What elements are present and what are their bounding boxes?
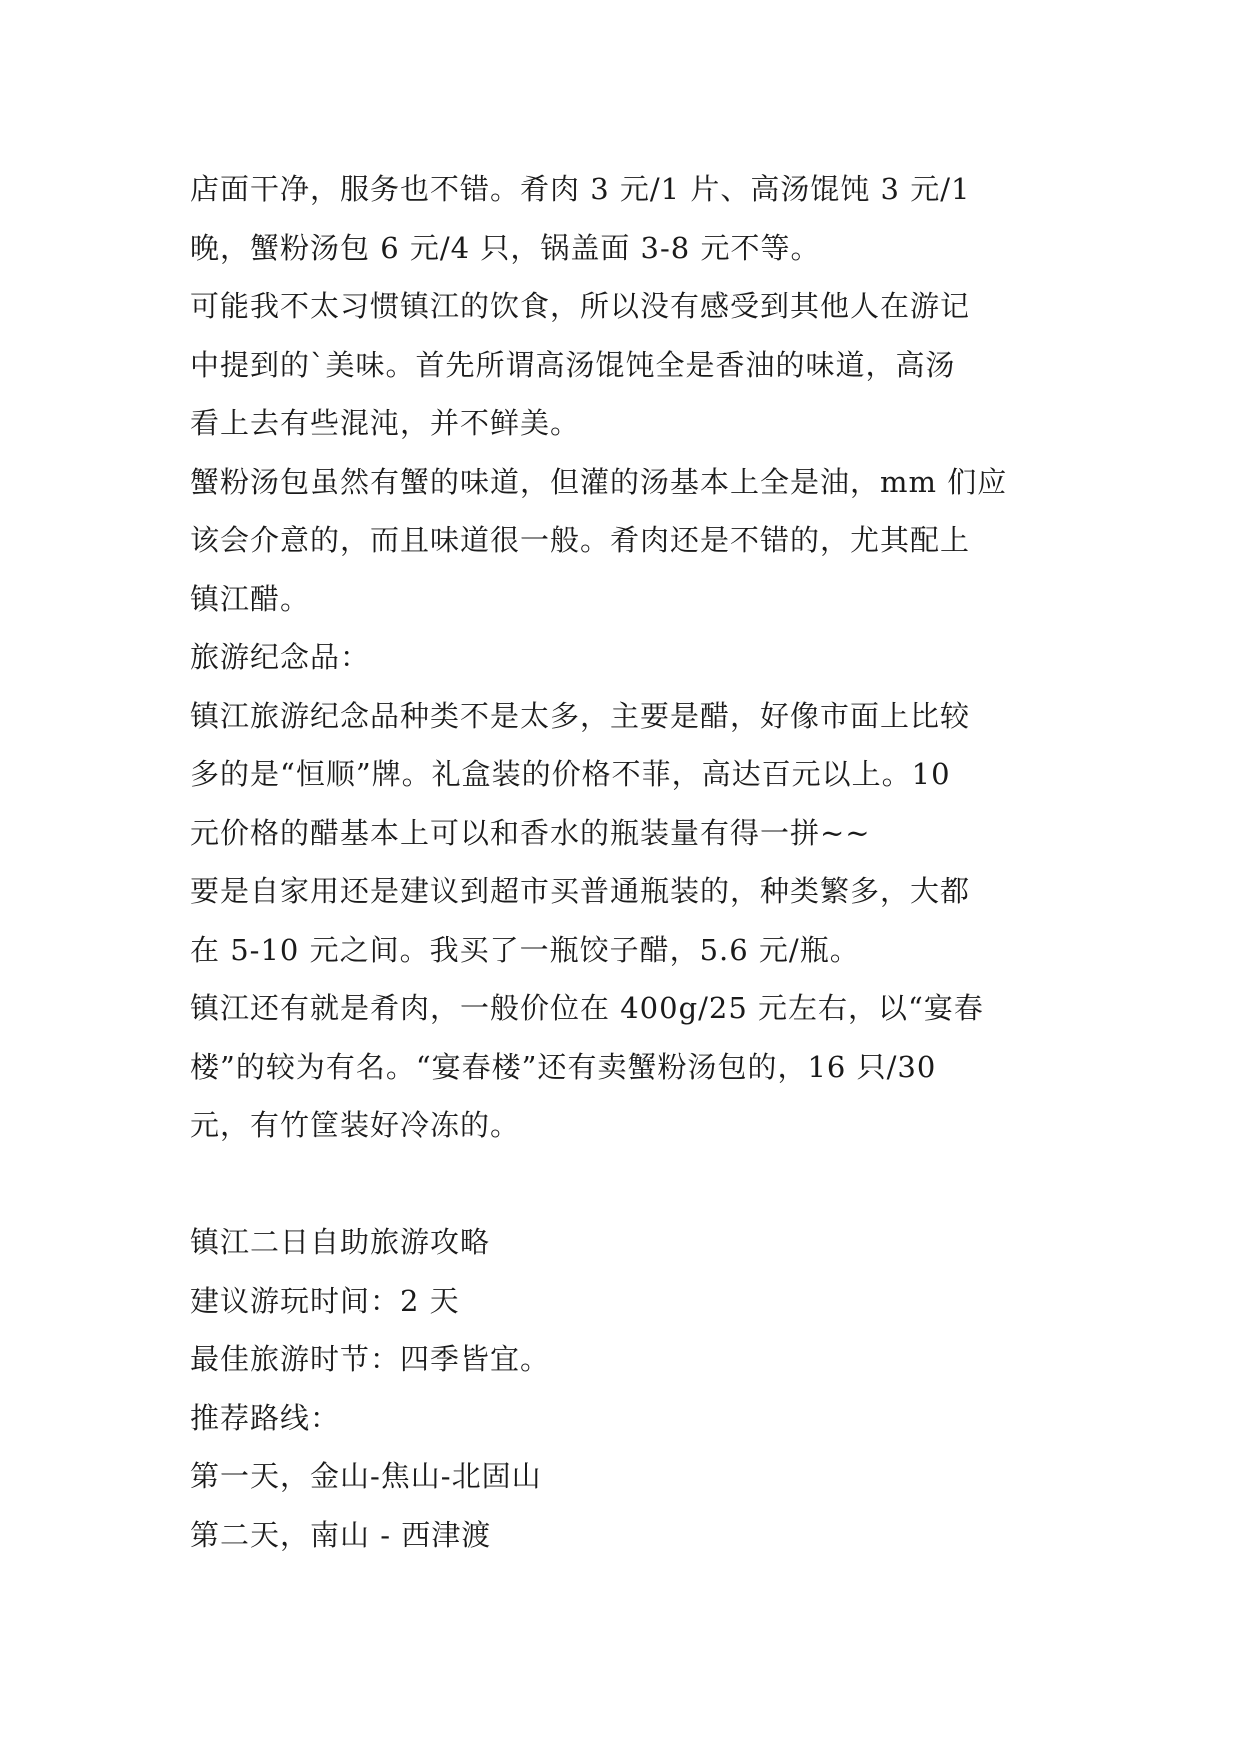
text-line: 看上去有些混沌，并不鲜美。 — [190, 406, 581, 440]
text-line: 镇江醋。 — [190, 581, 311, 616]
guide-route-heading: 推荐路线： — [190, 1400, 341, 1435]
text-line: 店面干净，服务也不错。肴肉 3 元/1 片、高汤馄饨 3 元/1 — [190, 172, 971, 206]
guide-duration: 建议游玩时间：2 天 — [190, 1283, 460, 1318]
guide-route-day2: 第二天，南山 - 西津渡 — [190, 1517, 492, 1552]
guide-season: 最佳旅游时节：四季皆宜。 — [190, 1342, 551, 1376]
text-line: 晚，蟹粉汤包 6 元/4 只，锅盖面 3-8 元不等。 — [190, 230, 821, 265]
blank-line — [190, 1155, 1052, 1214]
text-line: 中提到的`美味。首先所谓高汤馄饨全是香油的味道，高汤 — [190, 347, 956, 382]
text-line: 元价格的醋基本上可以和香水的瓶装量有得一拼~~ — [190, 815, 871, 850]
text-line: 该会介意的，而且味道很一般。肴肉还是不错的，尤其配上 — [190, 523, 971, 557]
document-body — [190, 160, 1052, 1564]
text-line: 多的是“恒顺”牌。礼盒装的价格不菲，高达百元以上。10 — [190, 757, 951, 791]
text-line: 可能我不太习惯镇江的饮食，所以没有感受到其他人在游记 — [190, 289, 971, 323]
text-line: 楼”的较为有名。“宴春楼”还有卖蟹粉汤包的，16 只/30 — [190, 1049, 937, 1084]
guide-route-day1: 第一天，金山-焦山-北固山 — [190, 1459, 542, 1493]
text-line: 在 5-10 元之间。我买了一瓶饺子醋，5.6 元/瓶。 — [190, 932, 860, 967]
text-line: 要是自家用还是建议到超市买普通瓶装的，种类繁多，大都 — [190, 874, 971, 908]
text-line: 镇江还有就是肴肉，一般价位在 400g/25 元左右，以“宴春 — [190, 991, 984, 1025]
text-line: 元，有竹筐装好冷冻的。 — [190, 1108, 521, 1142]
guide-title: 镇江二日自助旅游攻略 — [190, 1225, 491, 1259]
text-line: 蟹粉汤包虽然有蟹的味道，但灌的汤基本上全是油，mm 们应 — [190, 464, 1008, 499]
text-line: 镇江旅游纪念品种类不是太多，主要是醋，好像市面上比较 — [190, 698, 971, 733]
section-heading-souvenirs: 旅游纪念品： — [190, 640, 371, 674]
